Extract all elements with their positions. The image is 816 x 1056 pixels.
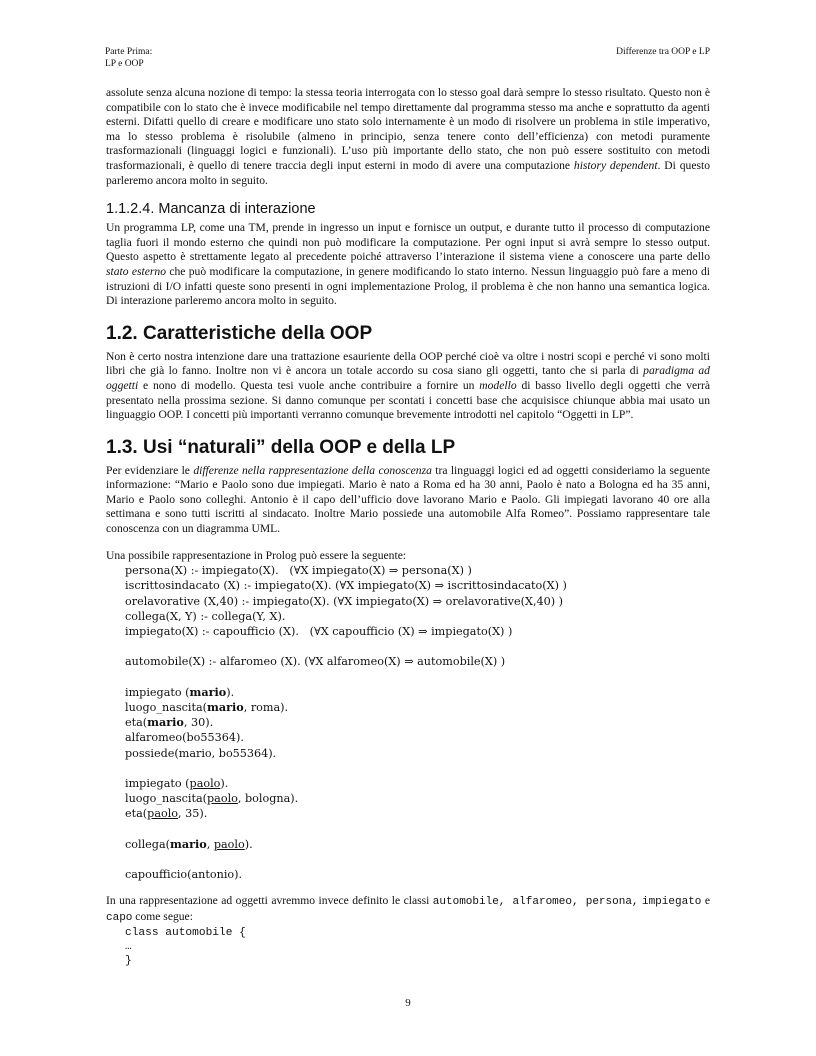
heading-caratteristiche-oop: 1.2. Caratteristiche della OOP <box>106 322 373 344</box>
page-content <box>106 86 710 968</box>
running-header-right: Differenze tra OOP e LP <box>616 47 710 57</box>
prolog-code <box>125 563 710 882</box>
prolog-fact: collega(mario, paolo). <box>125 836 253 851</box>
code-line: … <box>125 940 132 953</box>
prolog-fact: eta(mario, 30). <box>125 715 214 730</box>
heading-usi-naturali: 1.3. Usi “naturali” della OOP e della LP <box>106 436 456 458</box>
prolog-rule: iscrittosindacato (X) :- impiegato(X). (∀X impiegato(X) ⇒ iscrittosindacato(X) ) <box>125 579 567 593</box>
paragraph-oop-intro: In una rappresentazione ad oggetti avremmo invece definito le classi automobile, alfaromeo, persona, impiegato e capo come segue: <box>106 894 711 925</box>
emphasis-stato-esterno: stato esterno <box>106 264 166 278</box>
paragraph-interazione: Un programma LP, come una TM, prende in ingresso un input e fornisce un output, e durante tutto il processo di computazione taglia fuori il mondo esterno che quindi non può modificare la computazione. Per ogni input si avrà sempre lo stesso output. Questo aspetto è strettamente legato al precedente poiché attraverso l’interazione il sistema viene a conoscere una parte dello stato esterno che può modificare la computazione, in genere modificando lo stato interno. Nessun linguaggio può fare a meno di istruzioni di I/O infatti queste sono presenti in ogni implementazione Prolog, il problema è che non hanno una semantica logica. Di interazione parleremo ancora molto in seguito. <box>106 221 710 308</box>
prolog-fact: capoufficio(antonio). <box>125 868 243 882</box>
prolog-rule: orelavorative (X,40) :- impiegato(X). (∀X impiegato(X) ⇒ orelavorative(X,40) ) <box>125 594 564 608</box>
emphasis-paradigma: paradigma ad oggetti <box>106 364 710 392</box>
page-number: 9 <box>405 997 411 1009</box>
prolog-fact: eta(paolo, 35). <box>125 807 208 821</box>
prolog-rule: automobile(X) :- alfaromeo (X). (∀X alfaromeo(X) ⇒ automobile(X) ) <box>125 655 506 669</box>
code-line: class automobile { <box>125 926 246 939</box>
header-subtitle: LP e OOP <box>105 59 144 69</box>
prolog-fact: impiegato (paolo). <box>125 777 229 791</box>
heading-mancanza-interazione: 1.1.2.4. Mancanza di interazione <box>106 201 316 218</box>
prolog-fact: luogo_nascita(mario, roma). <box>125 700 289 715</box>
header-part: Parte Prima: <box>105 47 153 57</box>
paragraph-state: assolute senza alcuna nozione di tempo: la stessa teoria interrogata con lo stesso goal darà sempre lo stesso risultato. Questo non è compatibile con lo stato che è invece modificabile nel tempo direttamente dal programma stesso ma anche e soprattutto da agenti esterni. Difatti quello di creare e modificare uno stato solo internamente è un modo di risolvere un problema in stile imperativo, ma lo stesso problema è risolubile (almeno in principio, senza tenere conto dell’efficienza) con metodi puramente trasformazionali (linguaggi logici e funzionali). L’uso più importante dello stato, che non può essere sostituito con metodi trasformazionali, è quello di tenere traccia degli input esterni in modo di avere una computazione history dependent. Di questo parleremo ancora molto in seguito. <box>106 86 710 187</box>
prolog-rule: collega(X, Y) :- collega(Y, X). <box>125 609 286 623</box>
emphasis-history-dependent: history dependent <box>573 158 658 172</box>
emphasis-differenze: differenze nella rappresentazione della conoscenza <box>193 463 432 477</box>
prolog-fact: impiegato (mario). <box>125 684 235 699</box>
prolog-rule: persona(X) :- impiegato(X). (∀X impiegato(X) ⇒ persona(X) ) <box>125 564 472 578</box>
running-header-left <box>105 46 152 70</box>
paragraph-caratteristiche: Non è certo nostra intenzione dare una trattazione esauriente della OOP perché cioè va oltre i nostri scopi e perché vi sono molti libri che già lo fanno. Inoltre non vi è ancora un totale accordo su cosa siano gli oggetti, tanto che si parla di paradigma ad oggetti e nono di modello. Questa tesi vuole anche contribuire a fornire un modello di basso livello degli oggetti che verrà presentato nella prossima sezione. Si danno comunque per scontati i concetti base che acquisisce chiunque abbia mai usato un linguaggio OOP. I concetti più importanti verranno comunque brevemente introdotti nel capitolo “Oggetti in LP”. <box>106 349 711 422</box>
code-line: } <box>125 954 132 967</box>
prolog-fact: alfaromeo(bo55364). <box>125 731 244 745</box>
oop-code <box>125 926 710 968</box>
class-names: automobile, alfaromeo, persona, <box>432 896 639 909</box>
prolog-fact: possiede(mario, bo55364). <box>125 746 277 760</box>
emphasis-modello: modello <box>479 378 517 392</box>
prolog-rule: impiegato(X) :- capoufficio (X). (∀X capoufficio (X) ⇒ impiegato(X) ) <box>125 625 513 639</box>
paragraph-prolog-intro: Una possibile rappresentazione in Prolog può essere la seguente: <box>106 548 407 562</box>
prolog-fact: luogo_nascita(paolo, bologna). <box>125 792 299 806</box>
paragraph-usi-naturali: Per evidenziare le differenze nella rappresentazione della conoscenza tra linguaggi logici ed ad oggetti consideriamo la seguente informazione: “Mario e Paolo sono due impiegati. Mario è nato a Roma ed ha 30 anni, Paolo è nato a Bologna ed ha 35 anni, Mario e Paolo sono colleghi. Antonio è il capo dell’ufficio dove lavorano Mario e Paolo. Gli impiegati lavorano 40 ore alla settimana e sono tutti iscritti al sindacato. Inoltre Mario possiede una automobile Alfa Romeo”. Possiamo rappresentare tale conoscenza con un diagramma UML. <box>106 463 710 536</box>
